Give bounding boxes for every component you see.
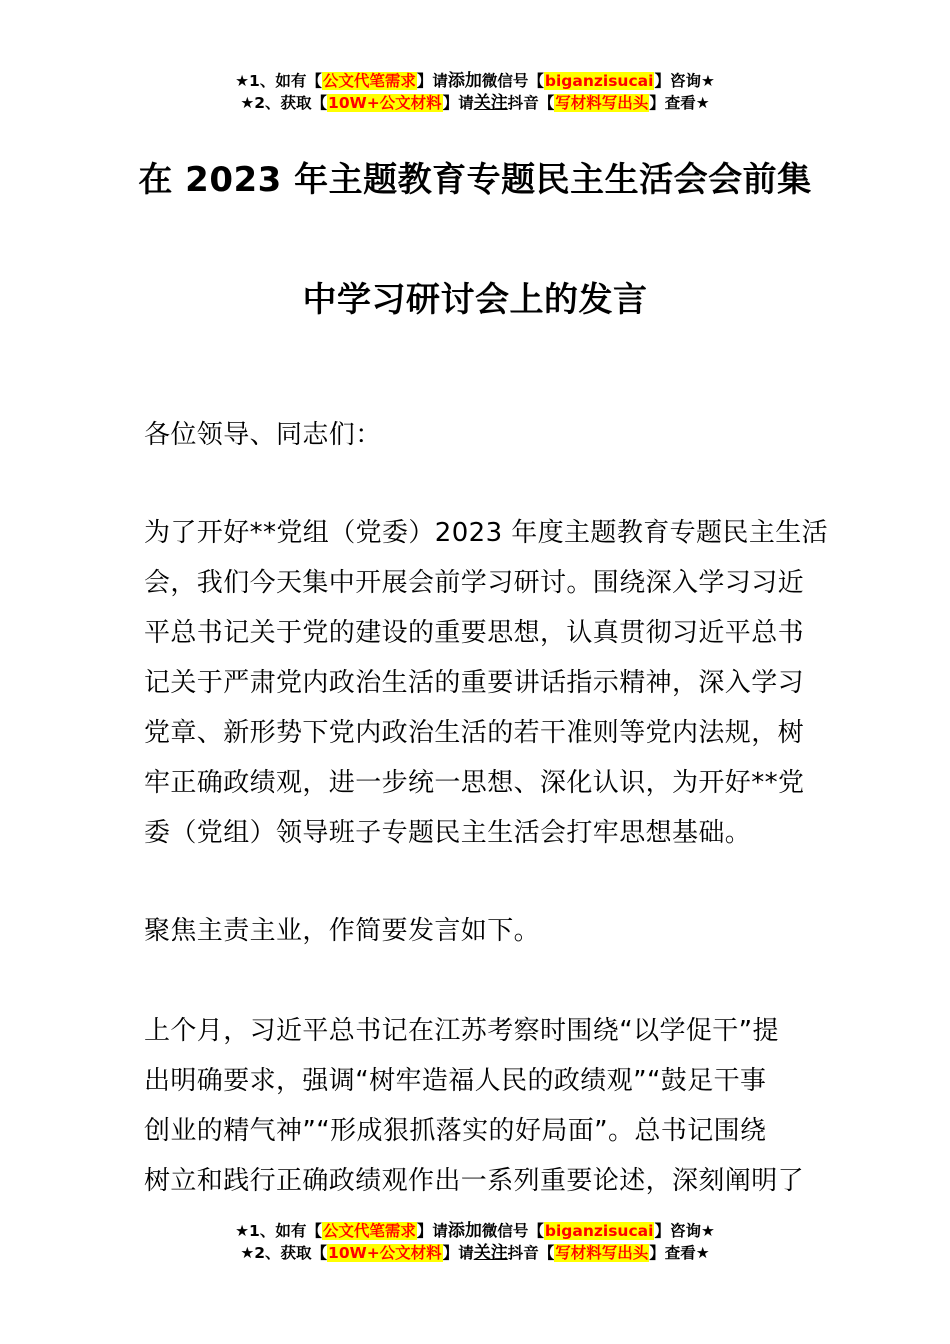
promo-text: ★1、如有【 xyxy=(235,72,322,90)
paragraph-1 xyxy=(144,508,829,858)
promo-text: 添加 xyxy=(447,71,482,91)
promo-text: ★2、获取【 xyxy=(240,94,328,112)
promo-text: 添加 xyxy=(447,1221,482,1241)
paragraph-line: 上个月，习近平总书记在江苏考察时围绕“以学促干”提 xyxy=(144,1016,779,1046)
paragraph-line: 牢正确政绩观，进一步统一思想、深化认识，为开好**党 xyxy=(144,768,805,798)
document-title-line-2: 中学习研讨会上的发言 xyxy=(302,280,648,320)
paragraph-line: 创业的精气神”“形成狠抓落实的好局面”。总书记围绕 xyxy=(144,1116,767,1146)
promo-highlight: 10W+公文材料 xyxy=(328,1244,442,1262)
promo-douyin-id: 写材料写出头 xyxy=(555,1244,649,1262)
paragraph-line: 记关于严肃党内政治生活的重要讲话指示精神，深入学习 xyxy=(144,668,805,698)
promo-line-1 xyxy=(0,70,950,92)
promo-text: 抖音【 xyxy=(507,94,555,112)
salutation: 各位领导、同志们： xyxy=(144,420,382,450)
promo-footer xyxy=(0,1220,950,1264)
promo-text: 】查看★ xyxy=(649,1244,710,1262)
promo-douyin-id: 写材料写出头 xyxy=(555,94,649,112)
promo-header xyxy=(0,70,950,114)
paragraph-line: 出明确要求，强调“树牢造福人民的政绩观”“鼓足干事 xyxy=(144,1066,767,1096)
promo-text: 抖音【 xyxy=(507,1244,555,1262)
promo-text: 】请 xyxy=(416,1222,448,1240)
promo-highlight: 公文代笔需求 xyxy=(322,1222,416,1240)
paragraph-line: 委（党组）领导班子专题民主生活会打牢思想基础。 xyxy=(144,818,752,848)
promo-text: ★2、获取【 xyxy=(240,1244,328,1262)
promo-text: 】查看★ xyxy=(649,94,710,112)
promo-text: 微信号【 xyxy=(481,72,544,90)
paragraph-line: 树立和践行正确政绩观作出一系列重要论述，深刻阐明了 xyxy=(144,1166,805,1196)
paragraph-2: 聚焦主责主业，作简要发言如下。 xyxy=(144,916,541,946)
promo-highlight: 10W+公文材料 xyxy=(328,94,442,112)
paragraph-line: 平总书记关于党的建设的重要思想，认真贯彻习近平总书 xyxy=(144,618,805,648)
promo-line-1 xyxy=(0,1220,950,1242)
promo-wechat-id: biganzisucai xyxy=(544,1222,654,1240)
promo-text: 】请 xyxy=(442,1244,474,1262)
promo-line-2 xyxy=(0,1242,950,1264)
promo-highlight: 公文代笔需求 xyxy=(322,72,416,90)
paragraph-line: 党章、新形势下党内政治生活的若干准则等党内法规，树 xyxy=(144,718,805,748)
promo-line-2 xyxy=(0,92,950,114)
paragraph-3 xyxy=(144,1006,812,1206)
promo-text: 关注 xyxy=(473,93,508,113)
promo-wechat-id: biganzisucai xyxy=(544,72,654,90)
promo-text: 微信号【 xyxy=(481,1222,544,1240)
promo-text: 】请 xyxy=(442,94,474,112)
document-title-line-1: 在 2023 年主题教育专题民主生活会会前集 xyxy=(138,160,812,200)
promo-text: 关注 xyxy=(473,1243,508,1263)
paragraph-line: 会，我们今天集中开展会前学习研讨。围绕深入学习习近 xyxy=(144,568,805,598)
promo-text: 】咨询★ xyxy=(654,1222,715,1240)
promo-text: 】请 xyxy=(416,72,448,90)
paragraph-line: 为了开好**党组（党委）2023 年度主题教育专题民主生活 xyxy=(144,518,829,548)
promo-text: 】咨询★ xyxy=(654,72,715,90)
promo-text: ★1、如有【 xyxy=(235,1222,322,1240)
